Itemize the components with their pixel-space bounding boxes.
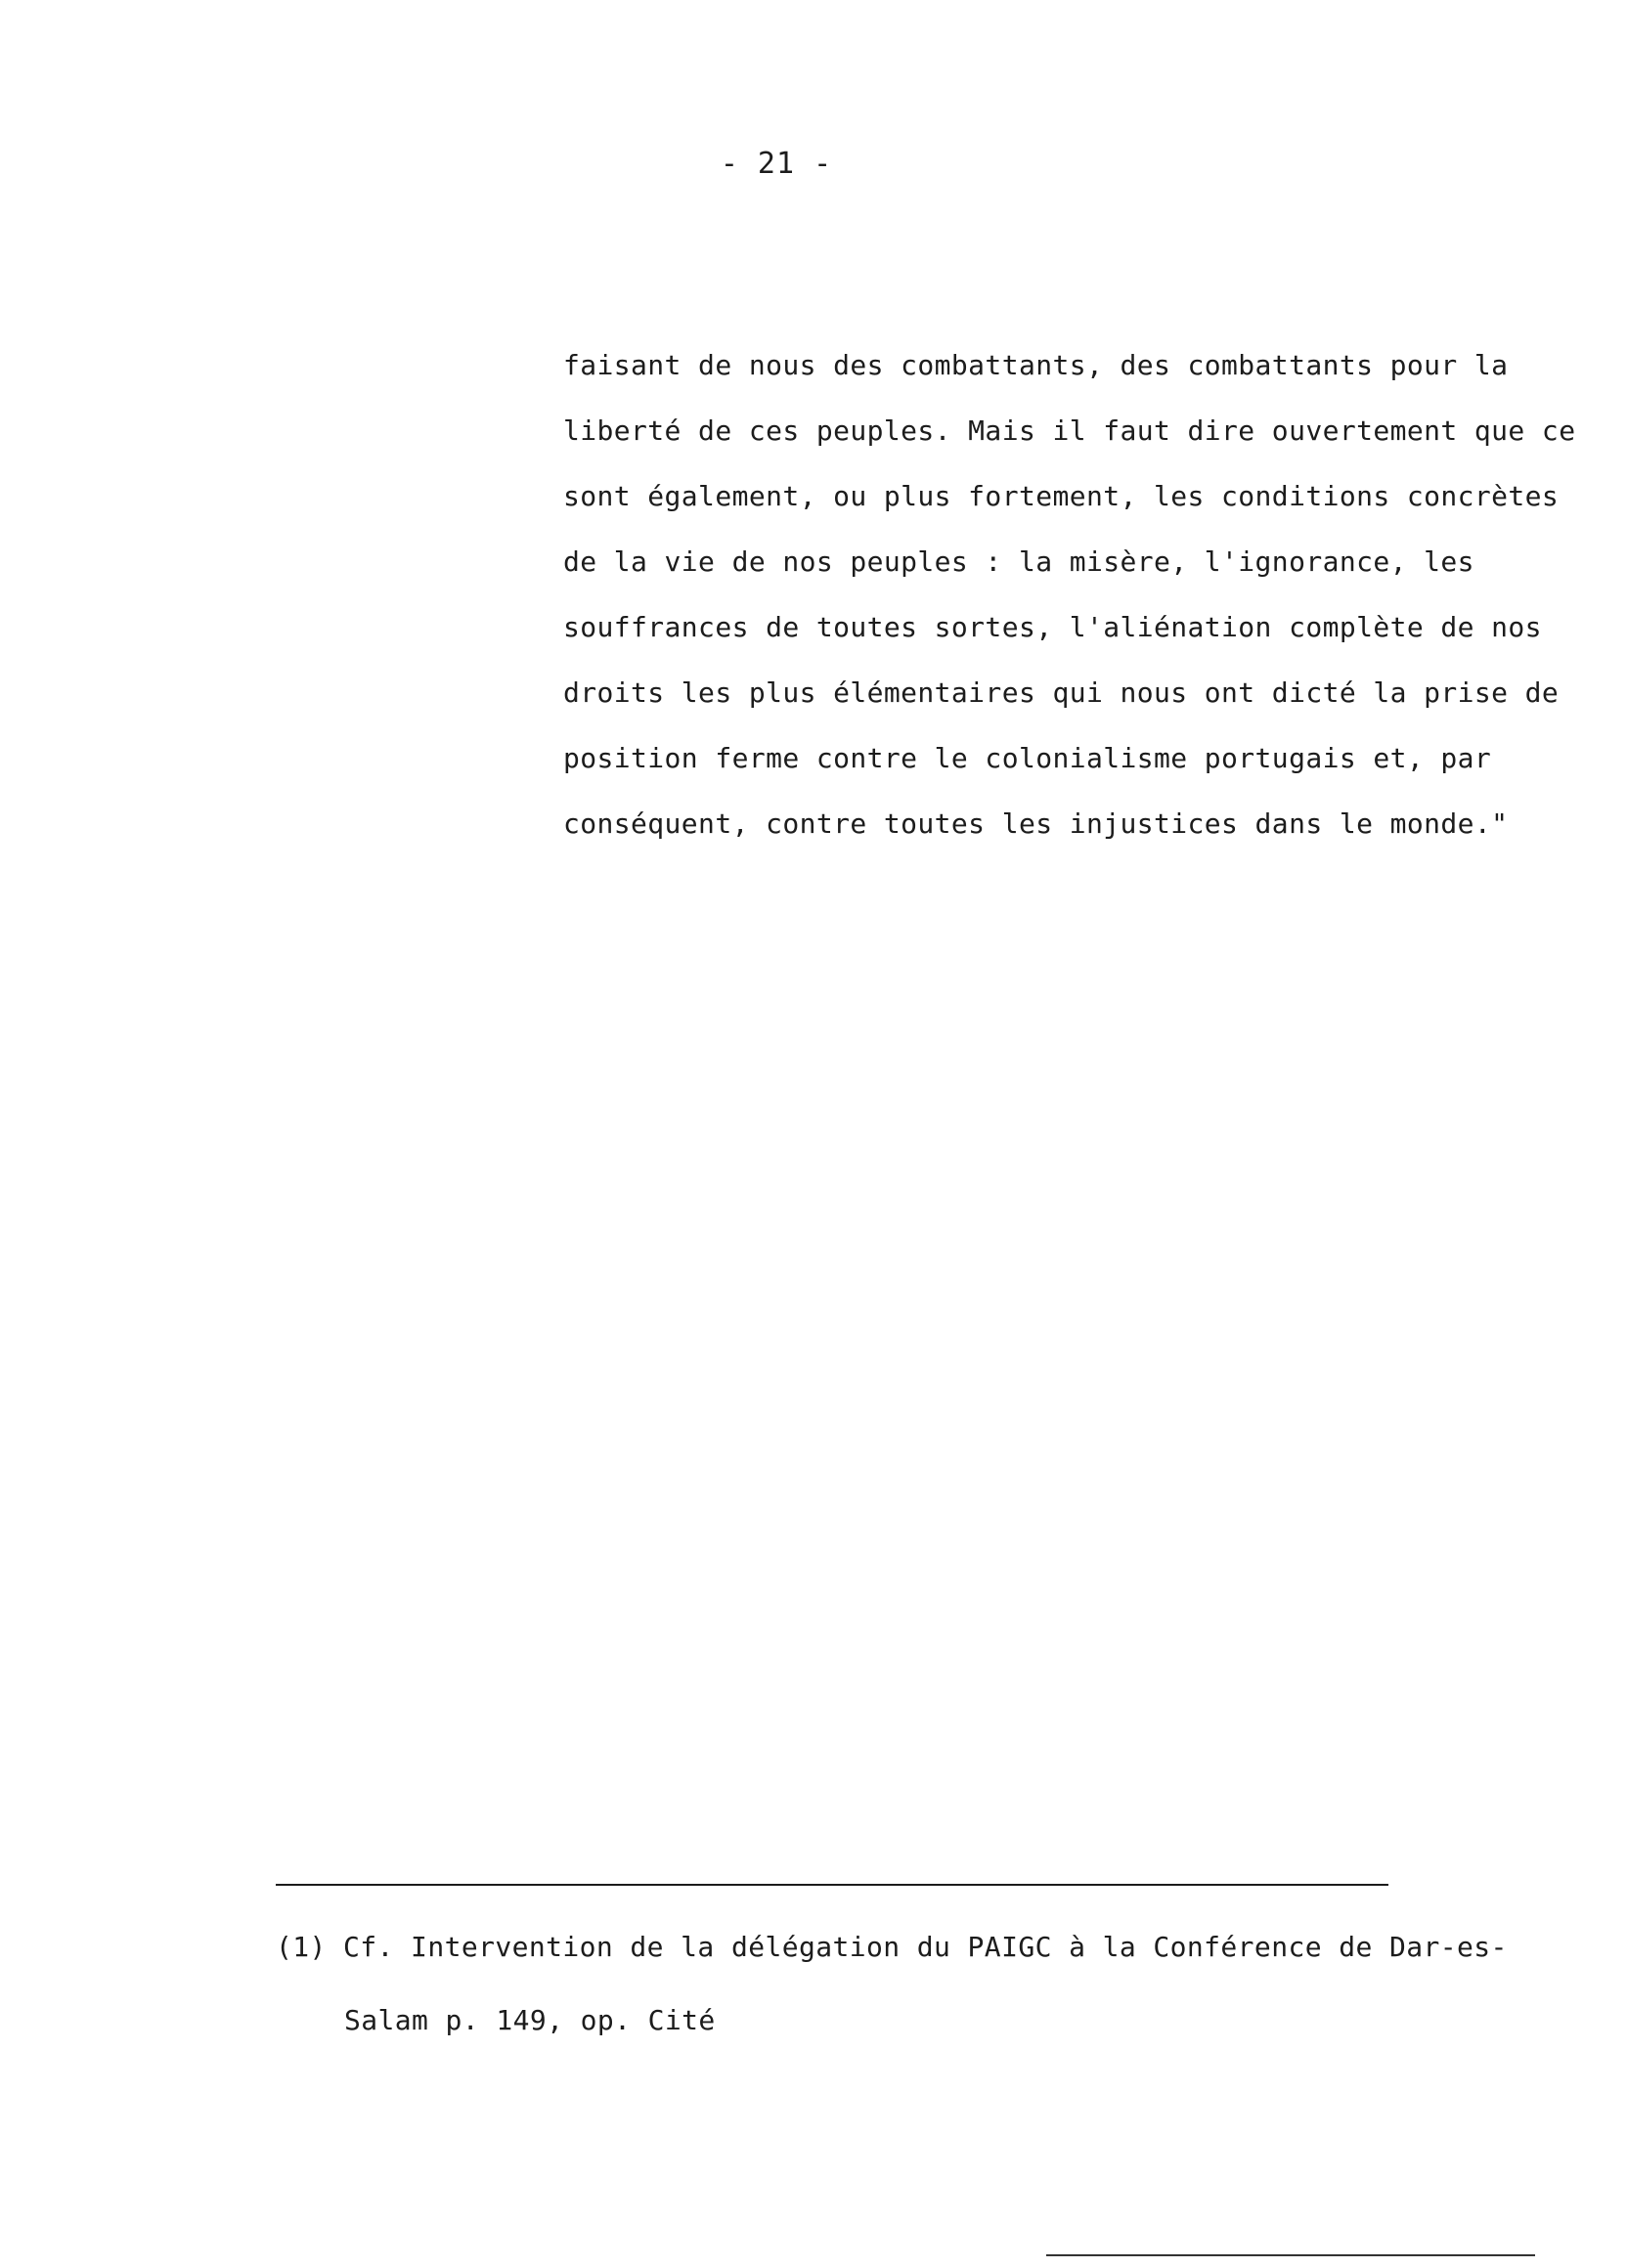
quote-line: droits les plus élémentaires qui nous ont dicté la prise de: [563, 676, 1560, 709]
page-number: - 21 -: [720, 147, 833, 181]
footnote: [276, 1910, 1547, 2057]
bottom-edge-line: [1046, 2254, 1535, 2256]
quote-line: de la vie de nos peuples : la misère, l'ignorance, les: [563, 545, 1474, 578]
quote-line: conséquent, contre toutes les injustices dans le monde.": [563, 807, 1509, 840]
quote-line: faisant de nous des combattants, des combattants pour la: [563, 349, 1509, 381]
quote-block: [563, 332, 1576, 856]
quote-line: sont également, ou plus fortement, les conditions concrètes: [563, 480, 1560, 512]
quote-line: liberté de ces peuples. Mais il faut dire ouvertement que ce: [563, 414, 1576, 447]
footnote-line: (1) Cf. Intervention de la délégation du PAIGC à la Conférence de Dar-es-: [276, 1931, 1508, 1963]
footnote-separator: [276, 1884, 1388, 1886]
quote-line: position ferme contre le colonialisme portugais et, par: [563, 742, 1492, 774]
quote-line: souffrances de toutes sortes, l'aliénation complète de nos: [563, 611, 1542, 643]
footnote-line: Salam p. 149, op. Cité: [344, 2004, 716, 2036]
